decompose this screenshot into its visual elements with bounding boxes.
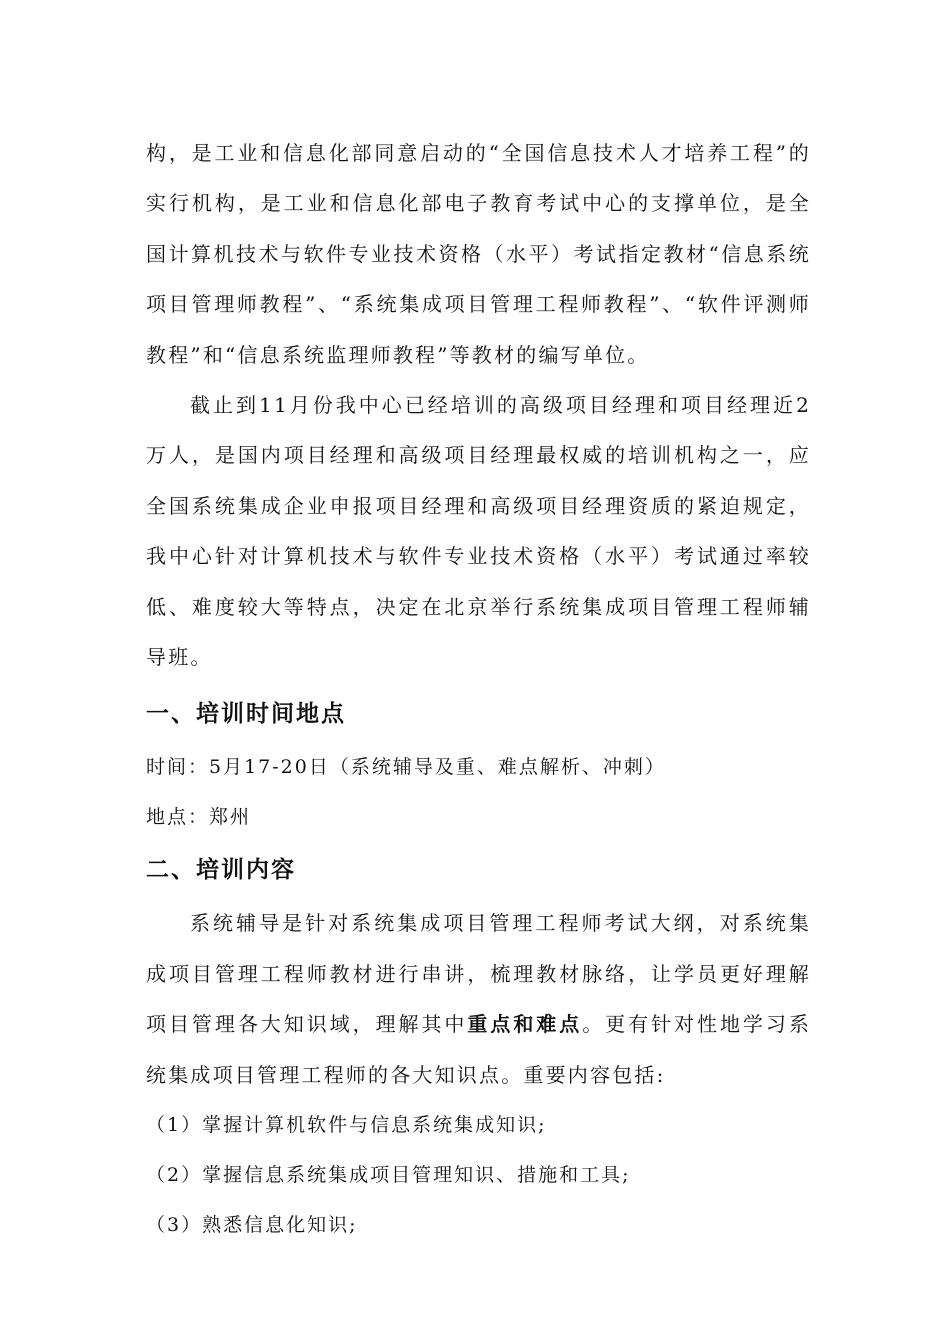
content-paragraph: [146, 898, 811, 1100]
intro-paragraph: 构，是工业和信息化部同意启动的“全国信息技术人才培养工程”的实行机构，是工业和信息化部电子教育考试中心的支撑单位，是全国计算机技术与软件专业技术资格（水平）考试指定教材“信息系统项目管理师教程”、“系统集成项目管理工程师教程”、“软件评测师教程”和“信息系统监理师教程”等教材的编写单位。: [146, 141, 811, 367]
stats-paragraph: 截止到11月份我中心已经培训的高级项目经理和项目经理近2万人，是国内项目经理和高级项目经理最权威的培训机构之一，应全国系统集成企业申报项目经理和高级项目经理资质的紧迫规定，我中心针对计算机技术与软件专业技术资格（水平）考试通过率较低、难度较大等特点，决定在北京举行系统集成项目管理工程师辅导班。: [146, 393, 811, 670]
section-heading-content: 二、培训内容: [146, 857, 296, 884]
content-item: （3）熟悉信息化知识;: [146, 1214, 358, 1237]
content-paragraph-text-2: 。更有针对性地学习系统集成项目管理工程师的各大知识点。重要内容包括:: [146, 1012, 812, 1087]
content-item: （1）掌握计算机软件与信息系统集成知识;: [146, 1114, 547, 1137]
training-time: 时间：5月17-20日（系统辅导及重、难点解析、冲刺）: [146, 756, 666, 779]
emphasis-key-points: 重点和难点: [467, 1012, 583, 1037]
content-paragraph-text-1: 系统辅导是针对系统集成项目管理工程师考试大纲，对系统集成项目管理工程师教材进行串讲，梳理教材脉络，让学员更好理解项目管理各大知识域，理解其中: [146, 911, 811, 1037]
section-heading-time-place: 一、培训时间地点: [146, 701, 346, 728]
training-place: 地点：郑州: [146, 806, 252, 829]
content-item: （2）掌握信息系统集成项目管理知识、措施和工具;: [146, 1164, 631, 1187]
document-body: [146, 128, 811, 1250]
